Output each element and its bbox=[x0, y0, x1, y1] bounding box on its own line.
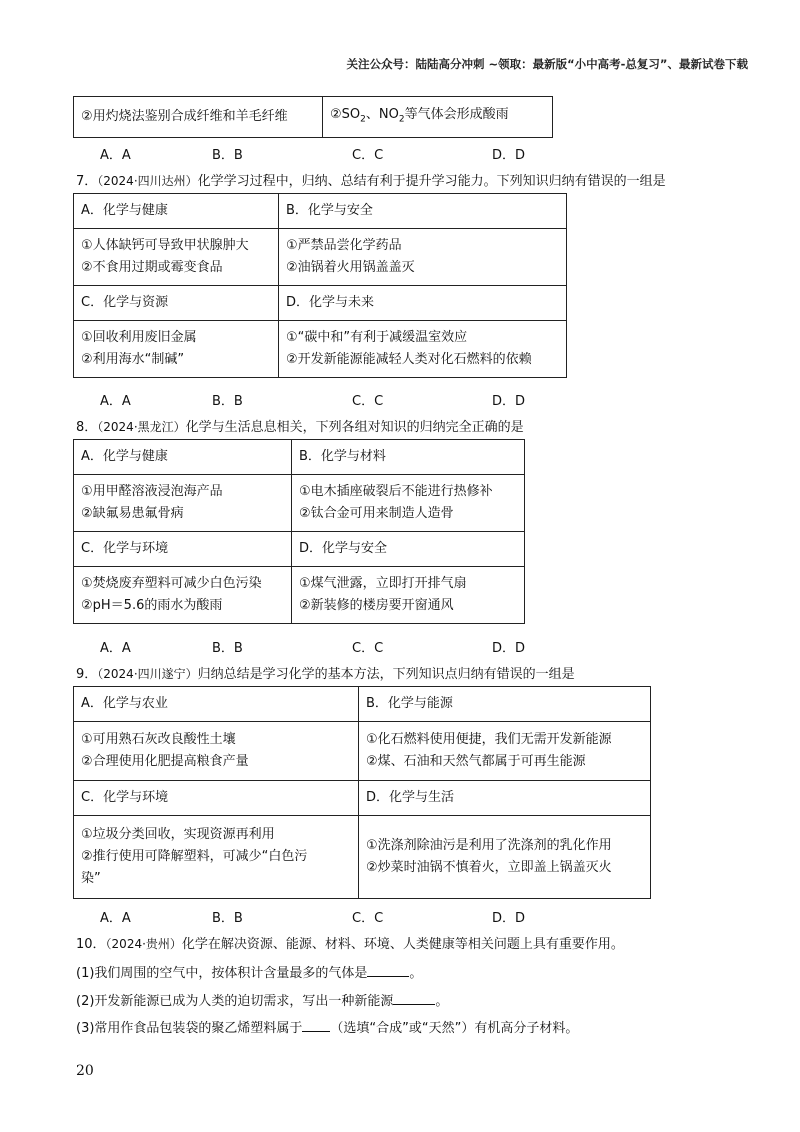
q8-d-body: ①煤气泄露，立即打开排气扇 ②新装修的楼房要开窗通风 bbox=[292, 567, 525, 624]
q9-stem: 9．（2024·四川遂宁）归纳总结是学习化学的基本方法，下列知识点归纳有错误的一组是 bbox=[76, 667, 575, 682]
option-b[interactable]: B．B bbox=[212, 911, 243, 926]
q10-sub3: (3)常用作食品包装袋的聚乙烯塑料属于 （选填“合成”或“天然”）有机高分子材料。 bbox=[76, 1017, 578, 1036]
q9-table bbox=[73, 686, 651, 899]
q7-c-body: ①回收利用废旧金属 ②利用海水“制碱” bbox=[74, 321, 279, 378]
q7-d-body: ①“碳中和”有利于减缓温室效应 ②开发新能源能减轻人类对化石燃料的依赖 bbox=[279, 321, 567, 378]
q9-c-body: ①垃圾分类回收，实现资源再利用 ②推行使用可降解塑料，可减少“白色污 染” bbox=[74, 816, 359, 899]
q7-a-head: A．化学与健康 bbox=[74, 194, 279, 229]
option-d[interactable]: D．D bbox=[492, 394, 526, 409]
option-b[interactable]: B．B bbox=[212, 394, 243, 409]
option-c[interactable]: C．C bbox=[352, 641, 384, 656]
q8-d-head: D．化学与安全 bbox=[292, 532, 525, 567]
q10-sub1: (1)我们周围的空气中，按体积计含量最多的气体是 。 bbox=[76, 962, 422, 981]
q8-c-body: ①焚烧废弃塑料可减少白色污染 ②pH＝5.6的雨水为酸雨 bbox=[74, 567, 292, 624]
q7-b-body: ①严禁品尝化学药品 ②油锅着火用锅盖盖灭 bbox=[279, 229, 567, 286]
q7-b-head: B．化学与安全 bbox=[279, 194, 567, 229]
page-number: 20 bbox=[76, 1063, 94, 1079]
q9-a-head: A．化学与农业 bbox=[74, 687, 359, 722]
q9-a-body: ①可用熟石灰改良酸性土壤 ②合理使用化肥提高粮食产量 bbox=[74, 722, 359, 781]
q9-d-head: D．化学与生活 bbox=[359, 781, 651, 816]
q10-stem: 10．（2024·贵州）化学在解决资源、能源、材料、环境、人类健康等相关问题上具有重要作用。 bbox=[76, 937, 624, 952]
answer-blank-2[interactable] bbox=[393, 990, 435, 1005]
q7-table bbox=[73, 193, 567, 378]
answer-blank-3[interactable] bbox=[302, 1017, 330, 1032]
q9-b-body: ①化石燃料使用便捷，我们无需开发新能源 ②煤、石油和天然气都属于可再生能源 bbox=[359, 722, 651, 781]
option-d[interactable]: D．D bbox=[492, 911, 526, 926]
answer-blank-1[interactable] bbox=[367, 962, 409, 977]
page-header: 关注公众号：陆陆高分冲刺 ~领取：最新版“小中高考-总复习”、最新试卷下载 bbox=[346, 57, 748, 71]
q9-b-head: B．化学与能源 bbox=[359, 687, 651, 722]
q8-c-head: C．化学与环境 bbox=[74, 532, 292, 567]
q8-a-head: A．化学与健康 bbox=[74, 440, 292, 475]
q9-d-body: ①洗涤剂除油污是利用了洗涤剂的乳化作用 ②炒菜时油锅不慎着火，立即盖上锅盖灭火 bbox=[359, 816, 651, 899]
q8-stem: 8．（2024·黑龙江）化学与生活息息相关，下列各组对知识的归纳完全正确的是 bbox=[76, 420, 524, 435]
q8-b-head: B．化学与材料 bbox=[292, 440, 525, 475]
q7-c-head: C．化学与资源 bbox=[74, 286, 279, 321]
option-a[interactable]: A．A bbox=[100, 394, 131, 409]
option-c[interactable]: C．C bbox=[352, 911, 384, 926]
option-b[interactable]: B．B bbox=[212, 641, 243, 656]
option-b[interactable]: B．B bbox=[212, 148, 243, 163]
q6-cell-left: ②用灼烧法鉴别合成纤维和羊毛纤维 bbox=[74, 97, 323, 138]
option-d[interactable]: D．D bbox=[492, 148, 526, 163]
q7-stem: 7．（2024·四川达州）化学学习过程中，归纳、总结有利于提升学习能力。下列知识归纳有错误的一组是 bbox=[76, 174, 666, 189]
q6-table bbox=[73, 96, 553, 138]
option-a[interactable]: A．A bbox=[100, 148, 131, 163]
q9-c-head: C．化学与环境 bbox=[74, 781, 359, 816]
option-d[interactable]: D．D bbox=[492, 641, 526, 656]
q10-sub2: (2)开发新能源已成为人类的迫切需求，写出一种新能源 。 bbox=[76, 990, 448, 1009]
q8-a-body: ①用甲醛溶液浸泡海产品 ②缺氟易患氟骨病 bbox=[74, 475, 292, 532]
option-c[interactable]: C．C bbox=[352, 148, 384, 163]
q8-table bbox=[73, 439, 525, 624]
option-a[interactable]: A．A bbox=[100, 641, 131, 656]
q6-cell-right: $②SO_2$、$NO_2$等气体会形成酸雨 bbox=[323, 97, 553, 138]
option-a[interactable]: A．A bbox=[100, 911, 131, 926]
option-c[interactable]: C．C bbox=[352, 394, 384, 409]
q8-b-body: ①电木插座破裂后不能进行热修补 ②钛合金可用来制造人造骨 bbox=[292, 475, 525, 532]
q7-d-head: D．化学与未来 bbox=[279, 286, 567, 321]
q7-a-body: ①人体缺钙可导致甲状腺肿大 ②不食用过期或霉变食品 bbox=[74, 229, 279, 286]
